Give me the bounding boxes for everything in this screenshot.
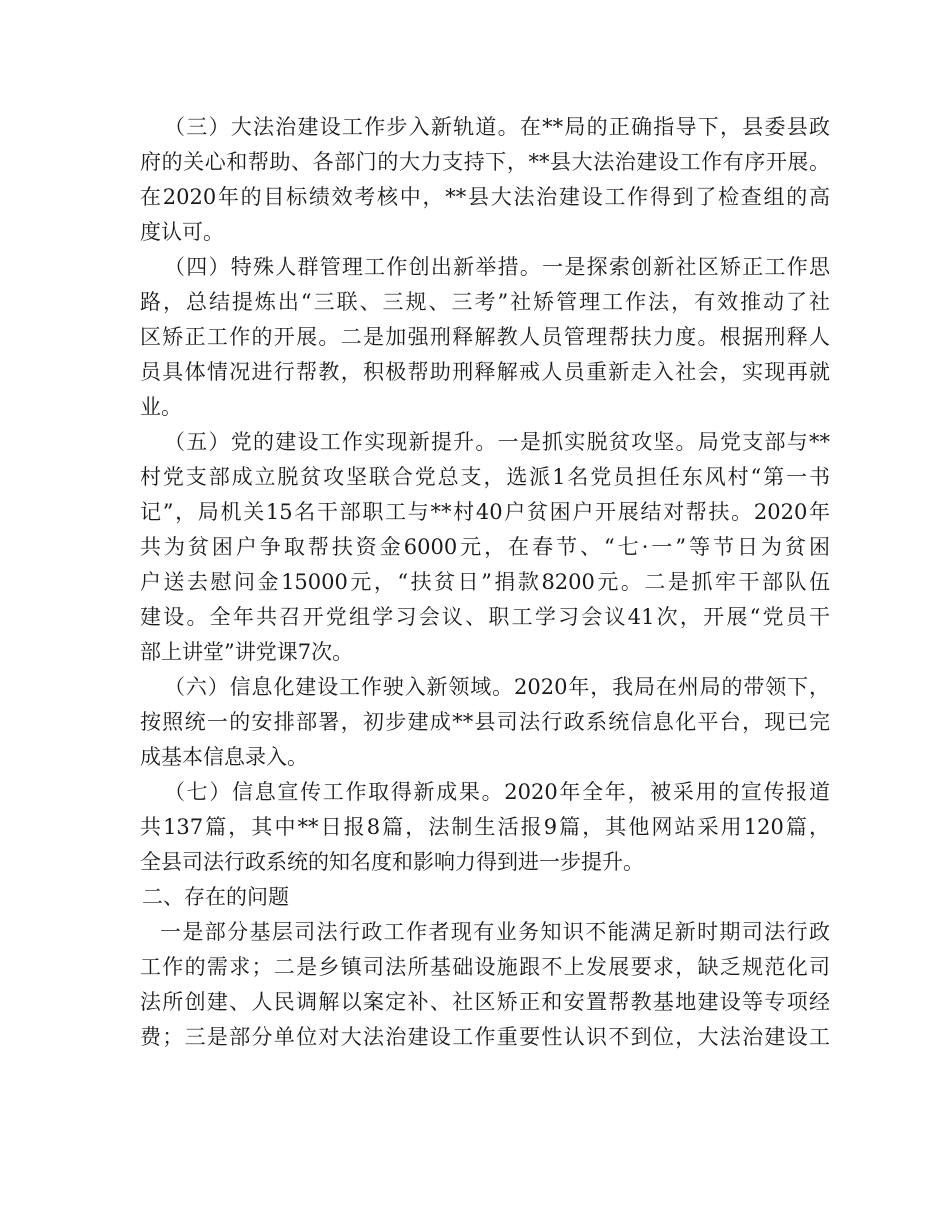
paragraph-problems bbox=[140, 915, 830, 1055]
text-line: （六）信息化建设工作驶入新领域。2020年，我局在州局的带领下， bbox=[164, 675, 830, 699]
document-body bbox=[140, 110, 830, 1055]
text-line: （五）党的建设工作实现新提升。一是抓实脱贫攻坚。局党支部与** bbox=[164, 430, 830, 454]
text-line: 成基本信息录入。 bbox=[140, 745, 308, 769]
text-line: 户送去慰问金15000元，“扶贫日”捐款8200元。二是抓牢干部队伍 bbox=[140, 570, 830, 594]
text-line: 业。 bbox=[140, 395, 182, 419]
text-line: 工作的需求；二是乡镇司法所基础设施跟不上发展要求，缺乏规范化司 bbox=[140, 955, 830, 979]
text-line: 记”，局机关15名干部职工与**村40户贫困户开展结对帮扶。2020年 bbox=[140, 500, 830, 524]
text-line: 路，总结提炼出“三联、三规、三考”社矫管理工作法，有效推动了社 bbox=[140, 290, 830, 314]
paragraph-publicity bbox=[140, 775, 830, 880]
paragraph-special-groups bbox=[140, 250, 830, 425]
text-line: 度认可。 bbox=[140, 220, 224, 244]
text-line: 费；三是部分单位对大法治建设工作重要性认识不到位，大法治建设工 bbox=[140, 1025, 830, 1049]
text-line: （七）信息宣传工作取得新成果。2020年全年，被采用的宣传报道 bbox=[164, 780, 830, 804]
text-line: 共为贫困户争取帮扶资金6000元，在春节、“七·一”等节日为贫困 bbox=[140, 535, 830, 559]
text-line: 共137篇，其中**日报8篇，法制生活报9篇，其他网站采用120篇， bbox=[140, 815, 830, 839]
text-line: （三）大法治建设工作步入新轨道。在**局的正确指导下，县委县政 bbox=[164, 115, 830, 139]
paragraph-party-building bbox=[140, 425, 830, 670]
text-line: 府的关心和帮助、各部门的大力支持下，**县大法治建设工作有序开展。 bbox=[140, 150, 830, 174]
section-heading: 二、存在的问题 bbox=[142, 885, 289, 909]
text-line: 在2020年的目标绩效考核中，**县大法治建设工作得到了检查组的高 bbox=[140, 185, 830, 209]
text-line: 按照统一的安排部署，初步建成**县司法行政系统信息化平台，现已完 bbox=[140, 710, 830, 734]
paragraph-legal-construction bbox=[140, 110, 830, 250]
text-line: 区矫正工作的开展。二是加强刑释解教人员管理帮扶力度。根据刑释人 bbox=[140, 325, 830, 349]
text-line: 法所创建、人民调解以案定补、社区矫正和安置帮教基地建设等专项经 bbox=[140, 990, 830, 1014]
text-line: （四）特殊人群管理工作创出新举措。一是探索创新社区矫正工作思 bbox=[164, 255, 830, 279]
text-line: 员具体情况进行帮教，积极帮助刑释解戒人员重新走入社会，实现再就 bbox=[140, 360, 830, 384]
text-line: 建设。全年共召开党组学习会议、职工学习会议41次，开展“党员干 bbox=[140, 605, 830, 629]
text-line: 部上讲堂”讲党课7次。 bbox=[140, 640, 354, 664]
text-line: 一是部分基层司法行政工作者现有业务知识不能满足新时期司法行政 bbox=[160, 920, 830, 944]
text-line: 全县司法行政系统的知名度和影响力得到进一步提升。 bbox=[140, 850, 644, 874]
text-line: 村党支部成立脱贫攻坚联合党总支，选派1名党员担任东风村“第一书 bbox=[140, 465, 830, 489]
paragraph-informatization bbox=[140, 670, 830, 775]
